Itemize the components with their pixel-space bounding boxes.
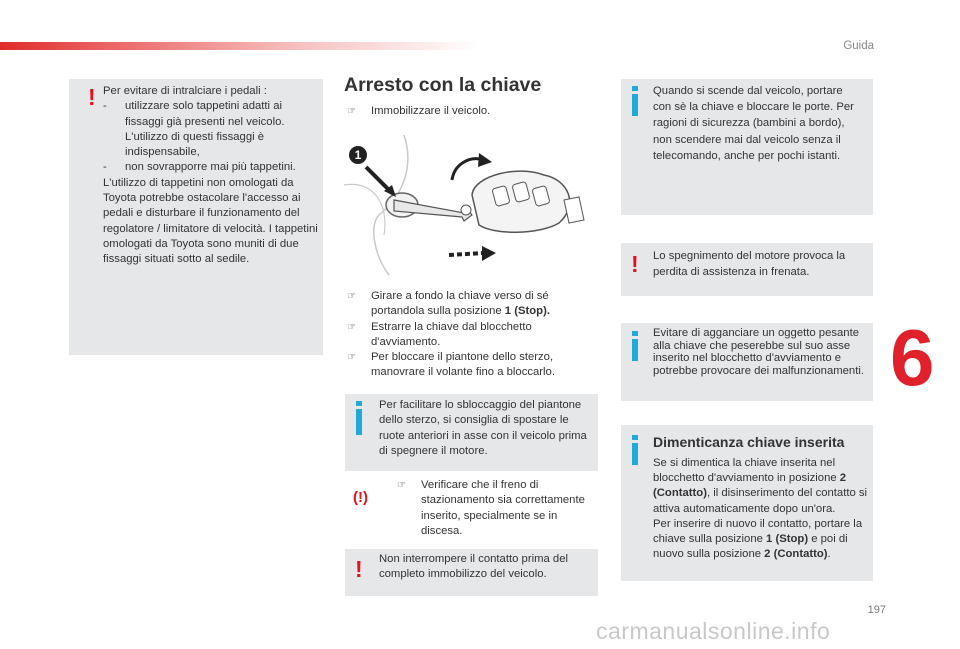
- brake-warning-icon: (!): [353, 489, 368, 506]
- list-item: [103, 99, 318, 160]
- info-icon: [356, 409, 362, 435]
- warning-icon: !: [88, 84, 96, 110]
- chapter-number: 6: [890, 313, 935, 402]
- key-illustration: [344, 125, 599, 280]
- pedal-warning-item-2: non sovrapporre mai più tappetini.: [125, 161, 296, 174]
- page-number: 197: [867, 604, 886, 616]
- pedal-warning-intro: Per evitare di intralciare i pedali :: [103, 85, 267, 97]
- step-turn-key: [347, 289, 593, 320]
- ignition-warning-box: [345, 549, 598, 596]
- bullet-arrow-icon: ☞: [347, 106, 356, 117]
- heavy-object-info-text: Evitare di agganciare un oggetto pesante alla chiave che peserebbe sul suo asse inserito nel blocchetto d'avviamento e potrebbe provocare dei malfunzionamenti.: [653, 327, 865, 377]
- brake-check-box: [345, 474, 598, 546]
- list-item: [103, 160, 318, 175]
- step-text: Girare a fondo la chiave verso di sé portandola sulla posizione: [371, 290, 549, 318]
- bullet-arrow-icon: ☞: [397, 480, 406, 491]
- pedal-warning-outro: L'utilizzo di tappetini non omologati da Toyota potrebbe ostacolare l'accesso ai pedali e disturbare il funzionamento del regolatore / limitatore di velocità. I tappetini omologati da Toyota sono muniti di due fissaggi situati sotto al sedile.: [103, 176, 318, 266]
- forgotten-key-title: Dimenticanza chiave inserita: [653, 434, 845, 450]
- dash-mark: -: [103, 161, 107, 174]
- bullet-arrow-icon: ☞: [347, 291, 356, 302]
- bullet-arrow-icon: ☞: [347, 352, 356, 364]
- info-icon: [632, 443, 638, 465]
- ignition-warning-text: Non interrompere il contatto prima del completo immobilizzo del veicolo.: [379, 553, 568, 581]
- warning-icon: !: [355, 556, 363, 582]
- step-remove-key: [347, 320, 593, 351]
- dash-mark: -: [103, 100, 107, 113]
- page-title: Arresto con la chiave: [344, 74, 542, 96]
- step-lock-steering: [347, 350, 593, 381]
- leave-vehicle-info-box: [621, 79, 873, 215]
- figure-callout-label: 1: [354, 148, 362, 162]
- heavy-object-info-box: [621, 323, 873, 401]
- section-title: Guida: [843, 40, 874, 52]
- pedal-warning-item-1: utilizzare solo tappetini adatti ai fissaggi già presenti nel veicolo. L'utilizzo di questi fissaggi è indispensabile,: [125, 100, 285, 159]
- brake-check-item: [397, 478, 597, 539]
- header-accent-bar: [0, 42, 480, 50]
- step-text: Estrarre la chiave dal blocchetto d'avviamento.: [371, 320, 532, 348]
- bullet-arrow-icon: ☞: [347, 321, 356, 333]
- step-bold: 1 (Stop).: [504, 305, 550, 318]
- watermark: carmanualsonline.info: [596, 618, 831, 644]
- forgotten-key-paragraph-2: Per inserire di nuovo il contatto, portare la chiave sulla posizione 1 (Stop) e poi di nuovo sulla posizione 2 (Contatto).: [653, 517, 863, 561]
- step-text: Per bloccare il piantone dello sterzo, manovrare il volante fino a bloccarlo.: [371, 351, 555, 379]
- step-text: Verificare che il freno di stazionamento sia correttamente inserito, specialmente se in discesa.: [421, 479, 585, 537]
- leave-vehicle-info-text: Quando si scende dal veicolo, portare con sè la chiave e bloccare le porte. Per ragioni di sicurezza (bambini a bordo), non scendere mai dal veicolo senza il telecomando, anche per pochi istanti.: [653, 85, 854, 162]
- steering-info-box: [345, 394, 598, 471]
- forgotten-key-box: [621, 425, 873, 581]
- engine-warning-text: Lo spegnimento del motore provoca la perdita di assistenza in frenata.: [653, 250, 846, 278]
- info-icon: [632, 94, 638, 116]
- warning-icon: !: [631, 251, 639, 277]
- engine-warning-box: [621, 243, 873, 296]
- key-ignition-figure: [344, 125, 599, 280]
- info-icon: [632, 339, 638, 361]
- step-text: Immobilizzare il veicolo.: [371, 105, 491, 117]
- step-immobilize: [347, 104, 597, 119]
- steering-info-text: Per facilitare lo sbloccaggio del piantone dello sterzo, si consiglia di spostare le ruote anteriori in asse con il veicolo prima di spegnere il motore.: [379, 399, 587, 457]
- pedal-warning-box: [69, 79, 323, 355]
- forgotten-key-paragraph-1: Se si dimentica la chiave inserita nel blocchetto d'avviamento in posizione 2 (Contatto), il disinserimento del contatto si attiva automaticamente dopo un'ora.: [653, 457, 868, 515]
